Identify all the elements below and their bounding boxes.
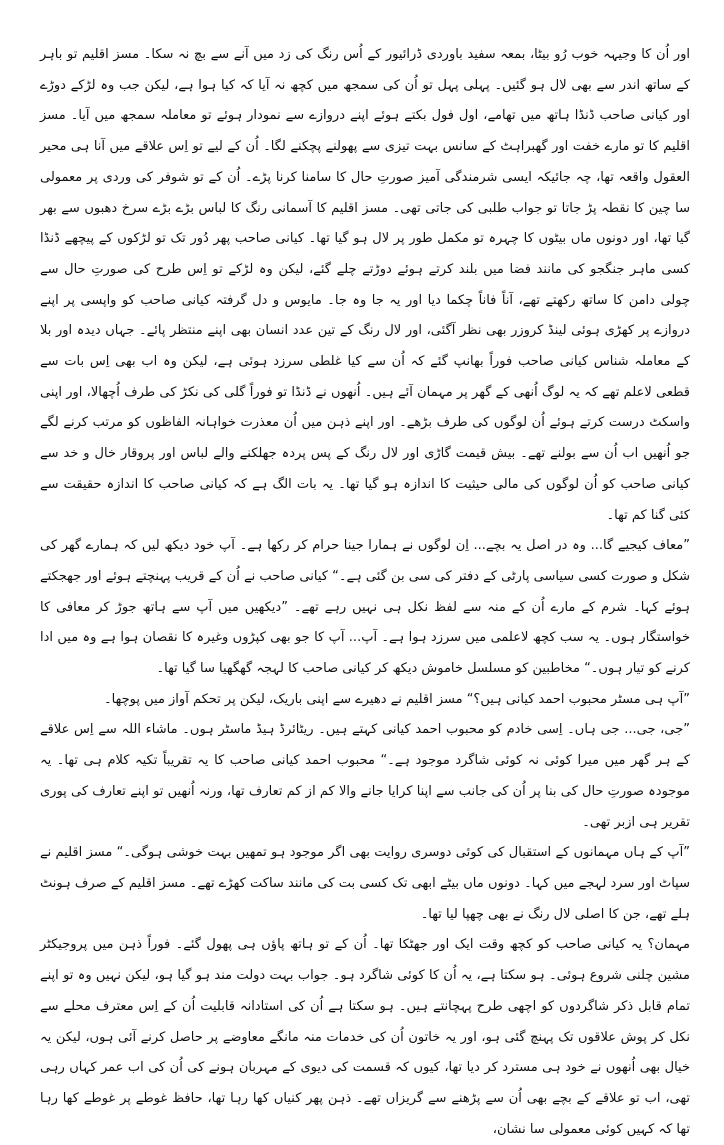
paragraph-4: ”جی، جی... جی ہاں۔ اِسی خادم کو محبوب احمد کیانی کہتے ہیں۔ ریٹائرڈ ہیڈ ماسٹر ہوں۔ ماشاء اللہ سے اِس علاقے کے ہر گھر میں میرا کوئی نہ کوئی شاگرد موجود ہے۔“ محبوب احمد کیانی صاحب کا یہ تقریباً تکیہ کلام ہی تھا۔ یہ موجودہ صورتِ حال کی بنا پر اُن کی جانب سے اپنا کرایا جانے والا کم از کم تعارف تھا، ورنہ اُنھیں تو اپنے تعارف کی پوری تقریر ہی ازبر تھی۔ [40, 722, 690, 830]
paragraph-1: اور اُن کا وجیہہ خوب رُو بیٹا، بمعہ سفید باوردی ڈرائیور کے اُس رنگ کی زد میں آنے سے بچ نہ سکا۔ مسز اقلیم تو باہر کے ساتھ اندر سے بھی لال ہو گئیں۔ پہلی پہل تو اُن کی سمجھ میں کچھ نہ آیا کہ کیا ہوا ہے، لیکن جب وہ لڑکے دوڑے اور کیانی صاحب ڈنڈا ہاتھ میں تھامے، اول فول بکتے ہوئے اپنے دروازے سے نمودار ہوئے تو معاملہ سمجھ میں آیا۔ مسز اقلیم کا تو مارے خفت اور گھبراہٹ کے سانس بہت تیزی سے پھولنے پچکنے لگا۔ اُن کے لیے تو اِس علاقے میں آنا ہی محیر العقول واقعہ تھا، چہ جائیکہ ایسی شرمندگی آمیز صورتِ حال کا سامنا کرنا پڑے۔ اُن کے تو شوفر کی وردی پر معمولی سا چین کا نقطہ پڑ جاتا تو جواب طلبی کی جاتی تھی۔ مسز اقلیم کا آسمانی رنگ کا لباس بڑے بڑے سرخ دھبوں سے بھر گیا تھا، اور دونوں ماں بیٹوں کا چہرہ تو مکمل طور پر لال ہو گیا تھا۔ کیانی صاحب پھر دُور تک تو لڑکوں کے پیچھے ڈنڈا کسی ماہر جنگجو کی مانند فضا میں بلند کرتے ہوئے دوڑتے چلے گئے، لیکن وہ لڑکے تو اِس طرح کی صورتِ حال سے چولی دامن کا ساتھ رکھتے تھے، آناً فاناً چکما دیا اور یہ جا وہ جا۔ مایوس و دل گرفتہ کیانی صاحب کو واپسی پر اپنے دروازے پر کھڑی ہوئی لینڈ کروزر بھی نظر آگئی، اور لال رنگ کے تین عدد انسان بھی اپنے منتظر پائے۔ جہاں دیدہ اور بلا کے معاملہ شناس کیانی صاحب فوراً بھانپ گئے کہ اُن سے کیا غلطی سرزد ہوئی ہے، لیکن وہ اب بھی اِس بات سے قطعی لاعلم تھے کہ یہ لوگ اُنھی کے گھر پر مہمان آئے ہیں۔ اُنھوں نے ڈنڈا تو فوراً گلی کی نکڑ کی طرف اُچھالا، اور اپنی واسکٹ درست کرتے ہوئے اُن لوگوں کی طرف بڑھے۔ اور اپنے ذہن میں اُن معذرت خواہانہ الفاظوں کو مرتب کرنے لگے جو اُنھیں اب اُن سے بولنے تھے۔ بیش قیمت گاڑی اور لال رنگ کے پس پردہ جھلکنے والے لباس اور پروقار خال و خد سے کیانی صاحب کو اُن لوگوں کی مالی حیثیت کا اندازہ ہو گیا تھا۔ یہ بات الگ ہے کہ کیانی صاحب کا اندازہ حقیقت سے کئی گنا کم تھا۔ [40, 47, 690, 523]
paragraph-6: مہمان؟ یہ کیانی صاحب کو کچھ وقت ایک اور جھٹکا تھا۔ اُن کے تو ہاتھ پاؤں ہی پھول گئے۔ فوراً ذہن میں پروجیکٹر مشین چلنی شروع ہوئی۔ ہو سکتا ہے، یہ اُن کا کوئی شاگرد ہو۔ جواب بہت دولت مند ہو گیا ہو، لیکن نہیں وہ تو اپنے تمام قابل ذکر شاگردوں کو اچھی طرح پہچانتے ہیں۔ ہو سکتا ہے اُن کی استادانہ قابلیت اُن کے اِس معترف محلے سے نکل کر پوش علاقوں تک پہنچ گئی ہو، اور یہ خاتون اُن کی خدمات منہ مانگے معاوضے پر حاصل کرنے آئی ہوں، لیکن یہ خیال بھی اُنھوں نے خود ہی مسترد کر دیا تھا، کیوں کہ قسمت کی دیوی کے مہربان ہونے کی اُن کی اب عمر کہاں رہی تھی، اب تو علاقے کے بچے بھی اُن سے پڑھنے سے گریزاں تھے۔ ذہن پھر کنیاں کھا رہا تھا، حافظ غوطے پر غوطے کھا رہا تھا کہ کہیں کوئی معمولی سا نشان، [40, 937, 690, 1137]
paragraph-2: ”معاف کیجیے گا... وہ در اصل یہ بچے... اِن لوگوں نے ہمارا جینا حرام کر رکھا ہے۔ آپ خود دیکھ لیں کہ ہمارے گھر کی شکل و صورت کسی سیاسی پارٹی کے دفتر کی سی بن گئی ہے۔“ کیانی صاحب نے اُن کے قریب پہنچتے ہوئے اور جھجکتے ہوئے کہا۔ شرم کے مارے اُن کے منہ سے لفظ نکل ہی نہیں رہے تھے۔ ”دیکھیں میں آپ سے ہاتھ جوڑ کر معافی کا خواستگار ہوں۔ یہ سب کچھ لاعلمی میں سرزد ہوا ہے۔ آپ... آپ کا جو بھی کپڑوں وغیرہ کا نقصان ہوا ہے وہ میں ادا کرنے کو تیار ہوں۔“ مخاطبین کو مسلسل خاموش دیکھ کر کیانی صاحب کا لہجہ گھگھیا سا گیا تھا۔ [40, 538, 690, 677]
document-body [40, 40, 690, 1145]
paragraph-3: ”آپ ہی مسٹر محبوب احمد کیانی ہیں؟“ مسز اقلیم نے دھیرے سے اپنی باریک، لیکن پر تحکم آواز میں پوچھا۔ [104, 691, 690, 707]
paragraph-5: ”آپ کے ہاں مہمانوں کے استقبال کی کوئی دوسری روایت بھی اگر موجود ہو تمھیں بہت خوشی ہوگی۔“ مسز اقلیم نے سپاٹ اور سرد لہجے میں کہا۔ دونوں ماں بیٹے ابھی تک کسی بت کی مانند ساکت کھڑے تھے۔ مسز اقلیم کے صرف ہونٹ ہلے تھے، جن کا اصلی لال رنگ نے بھی چھپا لیا تھا۔ [40, 845, 690, 922]
